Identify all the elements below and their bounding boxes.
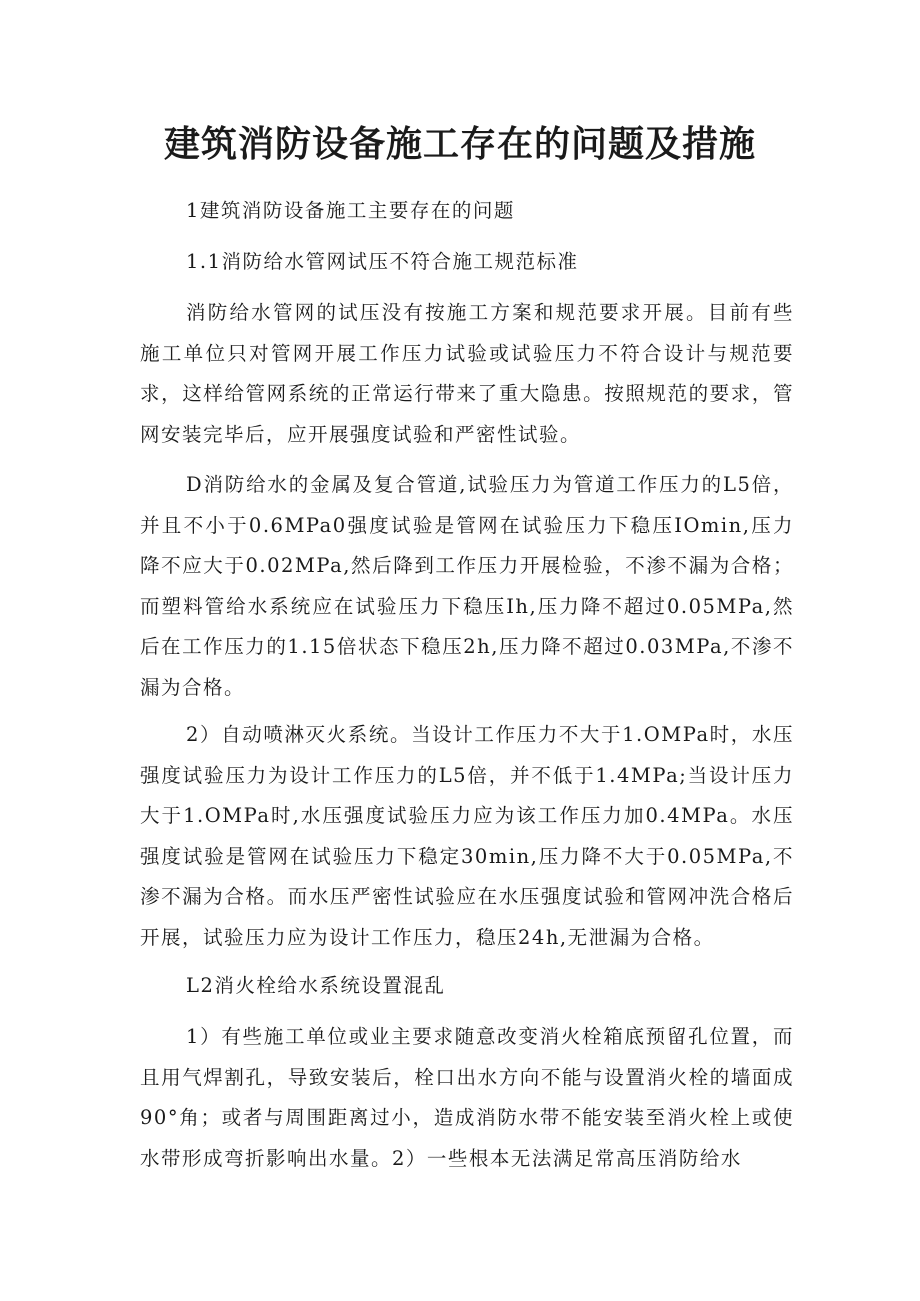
- paragraph-3: 2）自动喷淋灭火系统。当设计工作压力不大于1.OMPa时，水压强度试验压力为设计工作压力的L5倍，并不低于1.4MPa;当设计压力大于1.OMPa时,水压强度试验压力应为该工作压力加0.4MPa。水压强度试验是管网在试验压力下稳定30min,压力降不大于0.05MPa,不渗不漏为合格。而水压严密性试验应在水压强度试验和管网冲洗合格后开展，试验压力应为设计工作压力，稳压24h,无泄漏为合格。: [140, 723, 794, 949]
- subsection-1-2-heading: L2消火栓给水系统设置混乱: [186, 974, 446, 997]
- section-1-heading: 1建筑消防设备施工主要存在的问题: [186, 199, 515, 222]
- paragraph-1: 消防给水管网的试压没有按施工方案和规范要求开展。目前有些施工单位只对管网开展工作压力试验或试验压力不符合设计与规范要求，这样给管网系统的正常运行带来了重大隐患。按照规范的要求，管网安装完毕后，应开展强度试验和严密性试验。: [140, 301, 794, 446]
- document-title: 建筑消防设备施工存在的问题及措施: [163, 123, 756, 165]
- paragraph-4: 1）有些施工单位或业主要求随意改变消火栓箱底预留孔位置，而且用气焊割孔，导致安装后，栓口出水方向不能与设置消火栓的墙面成90°角；或者与周围距离过小，造成消防水带不能安装至消火栓上或使水带形成弯折影响出水量。2）一些根本无法满足常高压消防给水: [140, 1025, 794, 1170]
- subsection-1-1-heading: 1.1消防给水管网试压不符合施工规范标准: [186, 250, 579, 273]
- paragraph-2: D消防给水的金属及复合管道,试验压力为管道工作压力的L5倍，并且不小于0.6MPa0强度试验是管网在试验压力下稳压IOmin,压力降不应大于0.02MPa,然后降到工作压力开展检验，不渗不漏为合格；而塑料管给水系统应在试验压力下稳压Ih,压力降不超过0.05MPa,然后在工作压力的1.15倍状态下稳压2h,压力降不超过0.03MPa,不渗不漏为合格。: [140, 473, 794, 699]
